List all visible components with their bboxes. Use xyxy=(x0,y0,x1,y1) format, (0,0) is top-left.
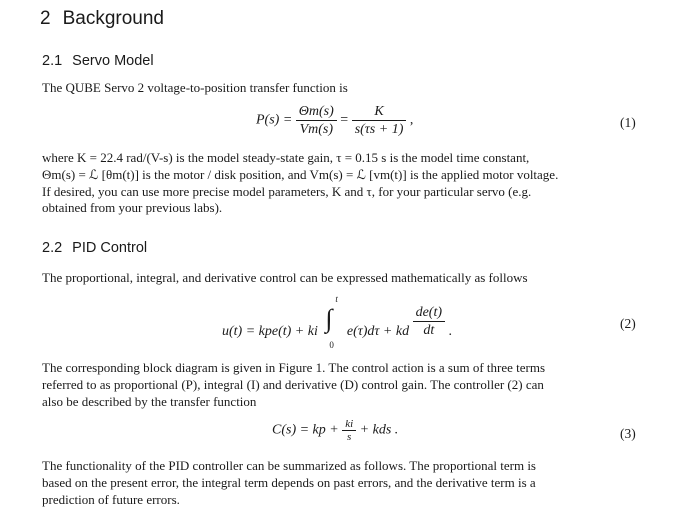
equation-3-label: (3) xyxy=(620,426,636,441)
eq2-derivative-fraction xyxy=(413,304,445,339)
eq1-denominator-2: s(τs + 1) xyxy=(354,122,404,137)
text-line: obtained from your previous labs). xyxy=(42,200,223,216)
subsection-title: Servo Model xyxy=(72,53,154,69)
equation-2 xyxy=(222,294,453,350)
eq3-lhs: C(s) = kp + xyxy=(272,422,339,438)
pid-functionality-paragraph xyxy=(42,458,642,508)
subsection-number: 2.1 xyxy=(42,53,63,69)
equation-2-label: (2) xyxy=(620,316,636,331)
text-line: The QUBE Servo 2 voltage-to-position transfer function is xyxy=(42,80,348,95)
eq2-period: . xyxy=(448,323,453,339)
text-line: prediction of future errors. xyxy=(42,491,180,507)
eq1-numerator-1: Θm(s) xyxy=(296,103,337,121)
integral-lower-limit: 0 xyxy=(329,340,334,350)
integral-sign xyxy=(321,294,343,350)
equation-3 xyxy=(272,418,398,443)
text-line: where K = 22.4 rad/(V-s) is the model steady-state gain, τ = 0.15 s is the model time constant, xyxy=(42,150,530,165)
eq3-rest: + kds . xyxy=(359,422,399,438)
eq1-fraction-2 xyxy=(352,103,407,138)
equation-1 xyxy=(256,103,413,138)
eq2-lhs: u(t) = kpe(t) + ki xyxy=(222,323,318,339)
block-diagram-paragraph xyxy=(42,360,642,410)
eq3-denominator: s xyxy=(347,431,352,443)
eq2-denominator: dt xyxy=(423,323,435,338)
text-line: The proportional, integral, and derivative control can be expressed mathematically as follows xyxy=(42,270,528,285)
pid-intro-paragraph xyxy=(42,270,642,287)
text-line: The corresponding block diagram is given in Figure 1. The control action is a sum of three terms xyxy=(42,360,546,375)
text-line: Θm(s) = ℒ [θm(t)] is the motor / disk position, and Vm(s) = ℒ [vm(t)] is the applied motor voltage. xyxy=(42,166,559,182)
eq1-equals: = xyxy=(340,112,349,128)
text-line: The functionality of the PID controller can be summarized as follows. The proportional term is xyxy=(42,458,536,473)
integral-upper-limit: t xyxy=(335,294,338,304)
intro-paragraph xyxy=(42,80,642,97)
section-heading xyxy=(40,8,164,30)
eq1-numerator-2: K xyxy=(352,103,407,121)
section-title: Background xyxy=(62,8,164,29)
subsection-heading-servo-model xyxy=(42,53,154,69)
servo-paragraph xyxy=(42,150,642,217)
text-line: referred to as proportional (P), integral (I) and derivative (D) control gain. The controller (2) can xyxy=(42,376,544,392)
section-number: 2 xyxy=(40,8,51,29)
subsection-heading-pid-control xyxy=(42,240,147,256)
eq1-comma: , xyxy=(409,112,414,128)
equation-1-label: (1) xyxy=(620,115,636,130)
eq1-denominator-1: Vm(s) xyxy=(299,122,333,137)
text-line: based on the present error, the integral term depends on past errors, and the derivative term is a xyxy=(42,474,536,490)
eq3-fraction xyxy=(342,418,356,443)
text-line: If desired, you can use more precise model parameters, K and τ, for your particular servo (e.g. xyxy=(42,183,532,199)
eq2-integrand: e(τ)dτ + kd xyxy=(346,323,410,339)
eq1-fraction-1 xyxy=(296,103,337,138)
text-line: also be described by the transfer function xyxy=(42,393,257,409)
eq2-numerator: de(t) xyxy=(413,304,445,322)
integral-symbol: ∫ xyxy=(325,304,333,333)
eq3-numerator: ki xyxy=(342,418,356,431)
subsection-title: PID Control xyxy=(72,240,148,256)
eq1-lhs: P(s) = xyxy=(256,112,293,128)
subsection-number: 2.2 xyxy=(42,240,63,256)
